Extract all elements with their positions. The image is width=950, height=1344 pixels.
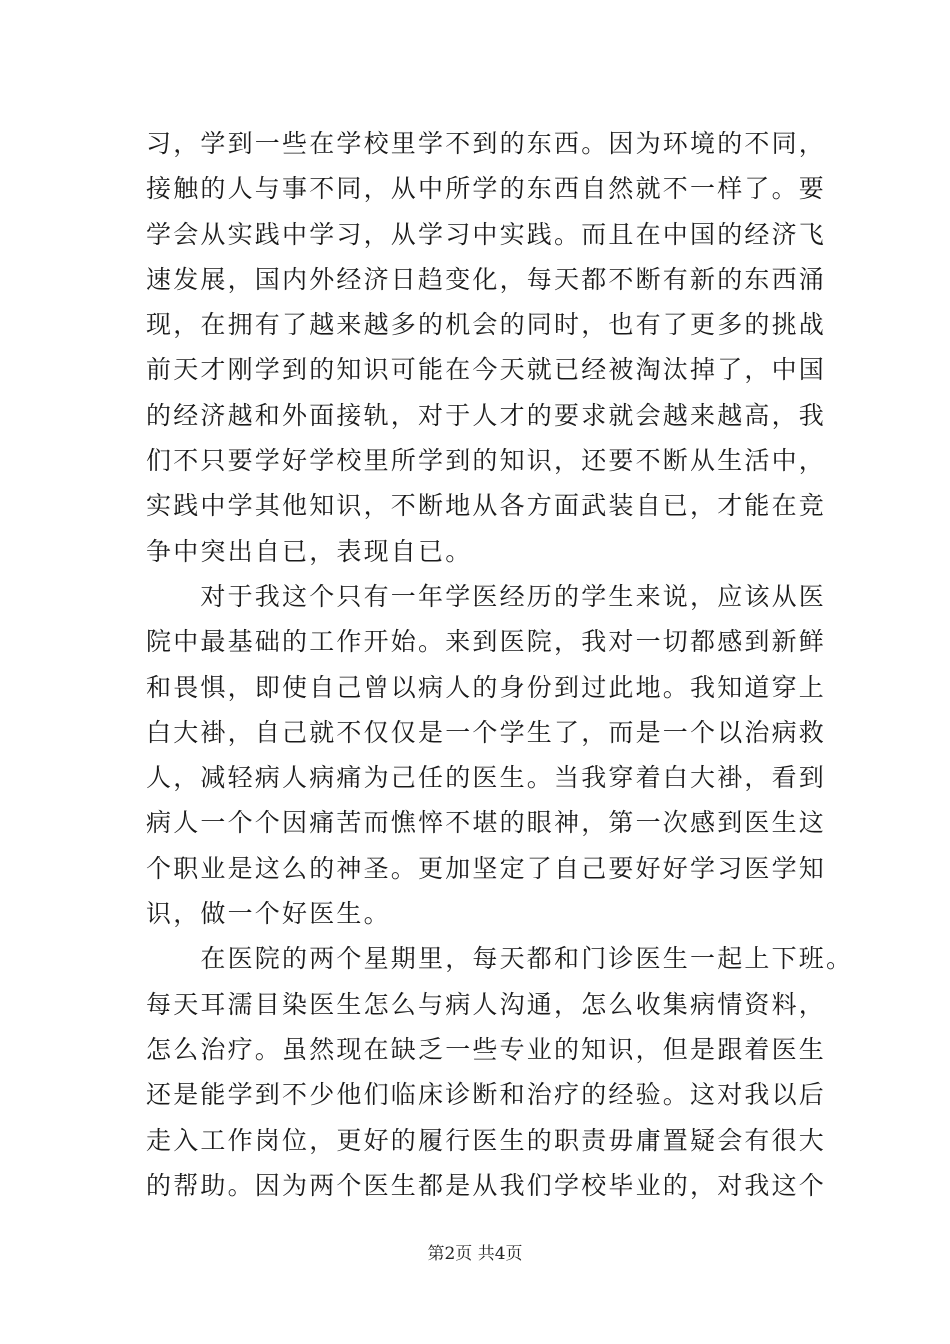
text-line: 学会从实践中学习，从学习中实践。而且在中国的经济飞 <box>146 219 827 249</box>
body-text <box>146 121 854 1208</box>
text-line: 习，学到一些在学校里学不到的东西。因为环境的不同， <box>146 129 827 158</box>
text-line: 走入工作岗位，更好的履行医生的职责毋庸置疑会有很大 <box>146 1125 827 1155</box>
text-line: 们不只要学好学校里所学到的知识，还要不断从生活中， <box>146 446 827 476</box>
text-line: 实践中学其他知识，不断地从各方面武装自已，才能在竞 <box>146 491 827 521</box>
text-line: 怎么治疗。虽然现在缺乏一些专业的知识，但是跟着医生 <box>146 1034 827 1064</box>
text-line: 的经济越和外面接轨，对于人才的要求就会越来越高，我 <box>146 400 827 430</box>
text-line: 接触的人与事不同，从中所学的东西自然就不一样了。要 <box>146 174 827 204</box>
page-footer: 第2页 共4页 <box>427 1244 523 1264</box>
text-line: 的帮助。因为两个医生都是从我们学校毕业的，对我这个 <box>146 1170 827 1200</box>
text-line: 还是能学到不少他们临床诊断和治疗的经验。这对我以后 <box>146 1080 827 1110</box>
text-line: 人，减轻病人病痛为己任的医生。当我穿着白大褂，看到 <box>146 763 827 793</box>
text-line: 每天耳濡目染医生怎么与病人沟通，怎么收集病情资料， <box>146 989 827 1019</box>
text-line: 在医院的两个星期里，每天都和门诊医生一起上下班。 <box>146 944 854 974</box>
text-line: 白大褂，自己就不仅仅是一个学生了，而是一个以治病救 <box>146 717 827 747</box>
text-line: 个职业是这么的神圣。更加坚定了自己要好好学习医学知 <box>146 853 827 883</box>
text-line: 现，在拥有了越来越多的机会的同时，也有了更多的挑战 <box>146 310 827 340</box>
text-line: 识，做一个好医生。 <box>146 899 391 929</box>
text-line: 对于我这个只有一年学医经历的学生来说，应该从医 <box>146 581 827 611</box>
text-line: 和畏惧，即使自己曾以病人的身份到过此地。我知道穿上 <box>146 672 827 702</box>
text-line: 院中最基础的工作开始。来到医院，我对一切都感到新鲜 <box>146 627 827 657</box>
text-line: 病人一个个因痛苦而憔悴不堪的眼神，第一次感到医生这 <box>146 808 827 838</box>
text-line: 争中突出自已，表现自已。 <box>146 536 473 566</box>
text-line: 前天才刚学到的知识可能在今天就已经被淘汰掉了，中国 <box>146 355 827 385</box>
text-line: 速发展，国内外经济日趋变化，每天都不断有新的东西涌 <box>146 264 827 294</box>
